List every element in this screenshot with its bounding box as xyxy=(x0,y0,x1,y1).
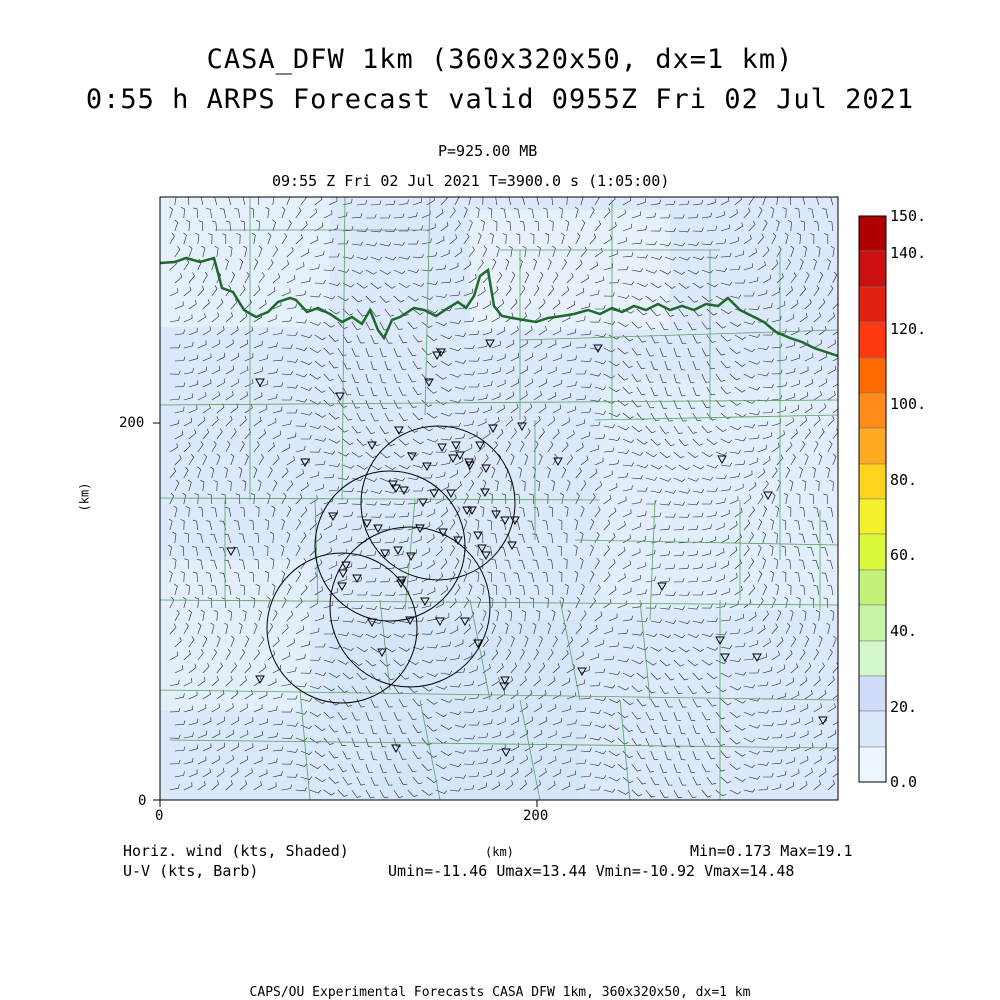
field-description-barb: U-V (kts, Barb) xyxy=(123,862,259,880)
y-tick-label-0: 0 xyxy=(138,793,147,809)
colorbar-swatch xyxy=(859,358,886,393)
shading-patch xyxy=(160,560,310,710)
colorbar-swatch xyxy=(859,641,886,676)
colorbar-label: 0.0 xyxy=(890,773,918,791)
shading-patch xyxy=(180,720,380,800)
title-line-1: CASA_DFW 1km (360x320x50, dx=1 km) xyxy=(206,44,794,75)
colorbar-swatch xyxy=(859,605,886,641)
colorbar-label: 60. xyxy=(890,546,918,564)
colorbar-swatch xyxy=(859,216,886,251)
colorbar-swatch xyxy=(859,322,886,358)
colorbar-label: 80. xyxy=(890,471,918,489)
y-tick-label-200: 200 xyxy=(119,415,145,431)
colorbar xyxy=(859,216,886,782)
credit-line: CAPS/OU Experimental Forecasts CASA DFW 1km, 360x320x50, dx=1 km xyxy=(249,985,751,1000)
x-axis-label: (km) xyxy=(485,845,514,859)
colorbar-swatch xyxy=(859,499,886,534)
field-description-shaded: Horiz. wind (kts, Shaded) xyxy=(123,842,349,860)
colorbar-label: 120. xyxy=(890,320,927,338)
y-axis-label: (km) xyxy=(77,482,92,512)
colorbar-swatch xyxy=(859,747,886,782)
colorbar-swatch xyxy=(859,534,886,570)
min-max-values: Min=0.173 Max=19.1 xyxy=(690,842,853,860)
colorbar-swatch xyxy=(859,428,886,464)
title-line-2: 0:55 h ARPS Forecast valid 0955Z Fri 02 Jul 2021 xyxy=(85,84,915,115)
colorbar-swatch xyxy=(859,287,886,322)
colorbar-label: 140. xyxy=(890,244,927,262)
colorbar-swatch xyxy=(859,676,886,711)
valid-time: 09:55 Z Fri 02 Jul 2021 T=3900.0 s (1:05:00) xyxy=(272,172,670,190)
colorbar-label: 100. xyxy=(890,395,927,413)
uv-range-values: Umin=-11.46 Umax=13.44 Vmin=-10.92 Vmax=14.48 xyxy=(388,862,795,880)
x-tick-label-0: 0 xyxy=(155,808,164,824)
shading-patch xyxy=(600,380,838,610)
colorbar-swatch xyxy=(859,711,886,747)
colorbar-label: 150. xyxy=(890,207,927,225)
colorbar-swatch xyxy=(859,393,886,428)
colorbar-swatch xyxy=(859,570,886,605)
pressure-level: P=925.00 MB xyxy=(438,142,538,160)
colorbar-label: 20. xyxy=(890,698,918,716)
x-tick-label-200: 200 xyxy=(523,808,549,824)
colorbar-swatch xyxy=(859,251,886,287)
colorbar-swatch xyxy=(859,464,886,499)
map-panel xyxy=(153,194,841,807)
colorbar-label: 40. xyxy=(890,622,918,640)
